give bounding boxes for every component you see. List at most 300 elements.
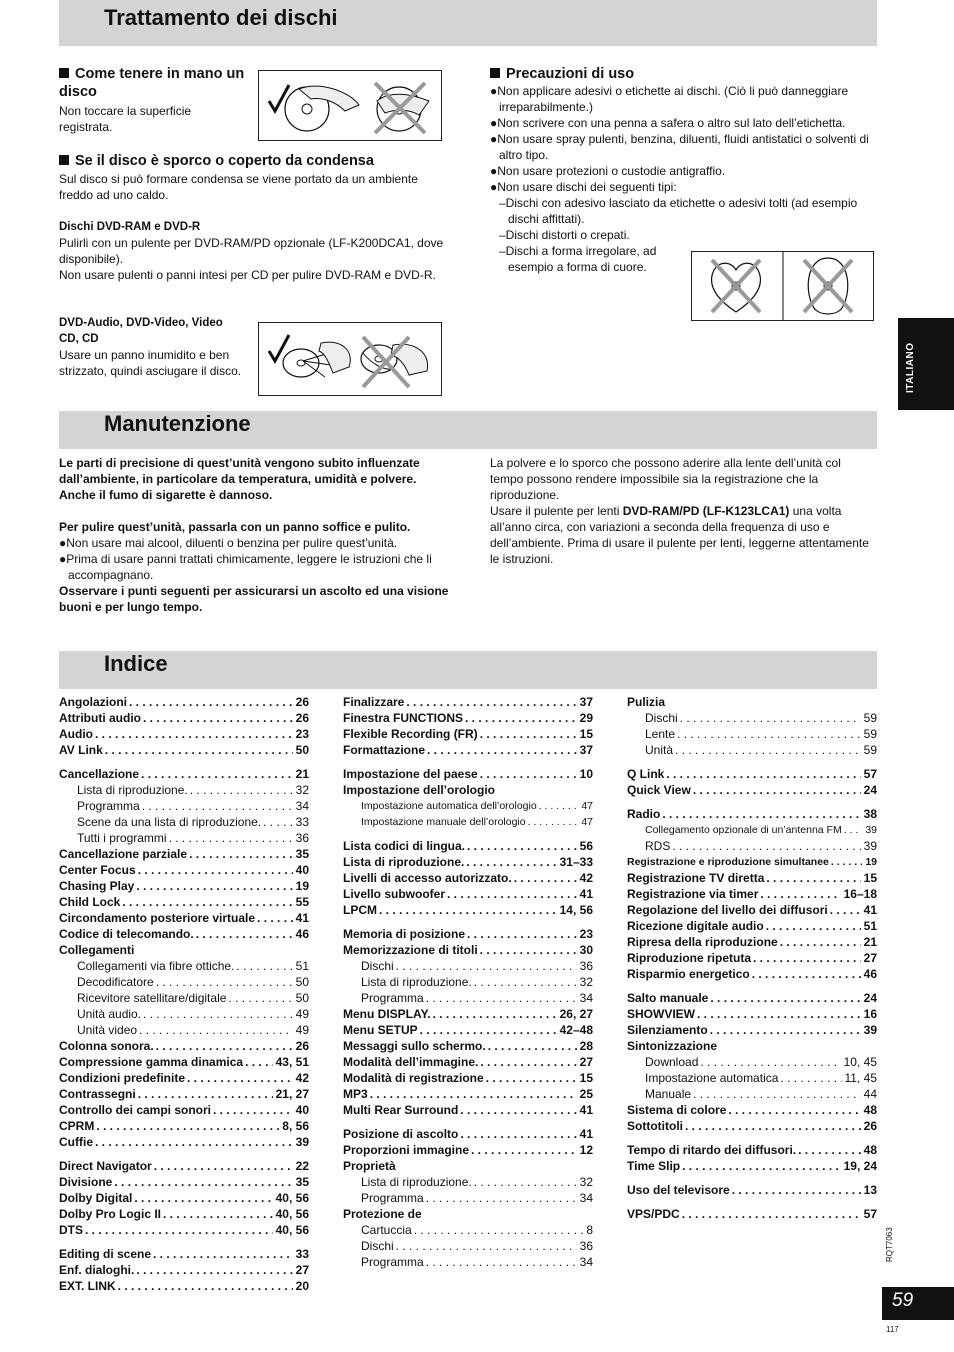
index-term: Finalizzare xyxy=(343,695,405,709)
index-entry xyxy=(627,782,877,798)
index-term: Colonna sonora. xyxy=(59,1039,154,1053)
index-leader xyxy=(486,1038,577,1054)
index-leader xyxy=(478,1054,576,1070)
index-page: 50 xyxy=(295,743,309,757)
index-term: AV Link xyxy=(59,743,103,757)
index-entry xyxy=(343,1126,593,1142)
index-entry xyxy=(59,974,309,990)
subheading-precauzioni: Precauzioni di uso xyxy=(490,65,870,83)
index-leader xyxy=(139,766,293,782)
index-page: 19, 24 xyxy=(843,1159,877,1173)
index-leader xyxy=(93,1134,293,1150)
index-page: 15 xyxy=(863,871,877,885)
index-leader xyxy=(243,1054,273,1070)
index-leader xyxy=(660,806,860,822)
index-leader xyxy=(396,1158,590,1174)
index-page: 21 xyxy=(863,935,877,949)
text-dvdram-1: Pulirli con un pulente per DVD-RAM/PD opzionale (LF-K200DCA1, dove disponibile). xyxy=(59,236,444,266)
index-gap xyxy=(627,758,877,766)
index-term: CPRM xyxy=(59,1119,95,1133)
precaution-subitem: –Dischi con adesivo lasciato da etichette o adesivi tolti (ad esempio dischi affittati). xyxy=(499,196,858,226)
manutenzione-left xyxy=(59,455,449,615)
index-term: LPCM xyxy=(343,903,377,917)
index-leader xyxy=(137,1022,293,1038)
index-page: 10, 45 xyxy=(843,1055,877,1069)
index-entry xyxy=(59,798,309,814)
index-page: 23 xyxy=(579,927,593,941)
index-term: Lista codici di lingua. xyxy=(343,839,466,853)
index-entry xyxy=(59,1022,309,1038)
index-term: Memorizzazione di titoli xyxy=(343,943,478,957)
bullet-item: ●Prima di usare panni trattati chimicamente, leggere le istruzioni che li accompagnano. xyxy=(59,552,432,582)
index-entry xyxy=(343,1006,593,1022)
index-term: Angolazioni xyxy=(59,695,127,709)
index-page: 34 xyxy=(579,991,593,1005)
index-page: 21 xyxy=(295,767,309,781)
index-leader xyxy=(103,742,293,758)
index-term: Dischi xyxy=(361,959,394,973)
index-leader xyxy=(154,1038,293,1054)
index-page: 40 xyxy=(295,1103,309,1117)
index-entry xyxy=(627,766,877,782)
index-gap xyxy=(59,1150,309,1158)
index-page: 16 xyxy=(863,1007,877,1021)
index-leader xyxy=(234,958,292,974)
index-term: Cartuccia xyxy=(361,1223,412,1237)
index-page xyxy=(874,1038,877,1054)
index-page: 28 xyxy=(579,1039,593,1053)
index-leader xyxy=(695,1006,861,1022)
index-entry xyxy=(343,1070,593,1086)
index-term: Impostazione dell’orologio xyxy=(343,783,496,797)
index-entry xyxy=(59,710,309,726)
index-page: 21, 27 xyxy=(275,1087,309,1101)
index-entry xyxy=(343,742,593,758)
index-term: Uso del televisore xyxy=(627,1183,730,1197)
index-term: Time Slip xyxy=(627,1159,681,1173)
index-term: Livello subwoofer xyxy=(343,887,446,901)
index-leader xyxy=(717,1038,874,1054)
index-term: Registrazione e riproduzione simultanee xyxy=(627,856,829,868)
index-term: Condizioni predefinite xyxy=(59,1071,185,1085)
index-term: Radio xyxy=(627,807,661,821)
paragraph-bold: Per pulire quest’unità, passarla con un panno soffice e pulito. xyxy=(59,520,411,534)
index-entry xyxy=(627,1102,877,1118)
index-page: 32 xyxy=(579,1175,593,1189)
index-leader xyxy=(673,742,861,758)
precaution-item: ●Non usare protezioni o custodie antigraffio. xyxy=(490,164,726,178)
index-entry xyxy=(59,782,309,798)
index-page: 59 xyxy=(863,743,877,757)
index-gap xyxy=(343,830,593,838)
index-leader xyxy=(116,1278,293,1294)
heading-dvdram: Dischi DVD-RAM e DVD-R xyxy=(59,221,201,233)
index-page: 35 xyxy=(295,847,309,861)
index-leader xyxy=(464,854,556,870)
index-entry xyxy=(59,862,309,878)
index-page: 40, 56 xyxy=(275,1223,309,1237)
section-title: Manutenzione xyxy=(104,411,251,436)
index-entry xyxy=(627,1022,877,1038)
section-header-manutenzione xyxy=(59,411,877,449)
index-entry xyxy=(59,1206,309,1222)
index-page: 37 xyxy=(579,743,593,757)
index-term: Formattazione xyxy=(343,743,426,757)
index-leader xyxy=(167,830,293,846)
index-leader xyxy=(678,710,861,726)
index-leader xyxy=(188,782,293,798)
index-entry xyxy=(343,1174,593,1190)
precaution-subitem: –Dischi distorti o crepati. xyxy=(499,228,630,242)
index-page: 26 xyxy=(295,1039,309,1053)
index-entry xyxy=(627,1118,877,1134)
index-entry xyxy=(59,1118,309,1134)
precaution-subitem: –Dischi a forma irregolare, ad esempio a forma di cuore. xyxy=(499,244,657,274)
index-term: Registrazione via timer xyxy=(627,887,759,901)
index-term: Sottotitoli xyxy=(627,1119,683,1133)
index-entry xyxy=(343,710,593,726)
index-page: 49 xyxy=(295,1023,309,1037)
index-leader xyxy=(842,822,863,838)
index-leader xyxy=(698,1054,840,1070)
index-page: 49 xyxy=(295,1007,309,1021)
index-column-3 xyxy=(627,694,877,1222)
index-page: 33 xyxy=(295,1247,309,1261)
index-term: Lente xyxy=(645,727,676,741)
index-page: 47 xyxy=(581,816,593,828)
index-page: 24 xyxy=(863,783,877,797)
index-page: 42 xyxy=(295,1071,309,1085)
index-entry xyxy=(59,814,309,830)
index-term: Cuffie xyxy=(59,1135,93,1149)
index-page: 11, 45 xyxy=(844,1071,877,1085)
index-term: VPS/PDC xyxy=(627,1207,680,1221)
precaution-item: ●Non usare spray pulenti, benzina, diluenti, fluidi antistatici o solventi di altro tipo. xyxy=(490,132,869,162)
index-entry xyxy=(343,1086,593,1102)
precaution-item: ●Non applicare adesivi o etichette ai dischi. (Ciò li può danneggiare irreparabilmente.) xyxy=(490,84,849,114)
index-leader xyxy=(368,1086,577,1102)
text-dvdram-2: Non usare pulenti o panni intesi per CD per pulire DVD-RAM e DVD-R. xyxy=(59,268,436,282)
index-leader xyxy=(764,870,860,886)
index-term: Multi Rear Surround xyxy=(343,1103,459,1117)
index-page: 39 xyxy=(863,839,877,853)
index-term: Regolazione del livello dei diffusori xyxy=(627,903,828,917)
index-term: Sintonizzazione xyxy=(627,1039,717,1053)
index-entry xyxy=(343,974,593,990)
index-page: 26, 27 xyxy=(559,1007,593,1021)
index-entry xyxy=(343,838,593,854)
index-term: Impostazione automatica dell’orologio xyxy=(361,800,537,812)
index-term: Quick View xyxy=(627,783,691,797)
index-page: 40, 56 xyxy=(275,1207,309,1221)
index-leader xyxy=(537,798,579,814)
index-page: 41 xyxy=(579,1103,593,1117)
index-gap xyxy=(343,918,593,926)
index-entry xyxy=(343,1054,593,1070)
index-leader xyxy=(708,1022,861,1038)
index-entry xyxy=(59,726,309,742)
index-leader xyxy=(730,1182,861,1198)
index-term: Menu DISPLAY. xyxy=(343,1007,431,1021)
index-leader xyxy=(412,1222,584,1238)
document-code: RQT7063 xyxy=(885,1227,894,1262)
index-term: Flexible Recording (FR) xyxy=(343,727,478,741)
index-term: Ricezione digitale audio xyxy=(627,919,764,933)
index-page: 48 xyxy=(863,1143,877,1157)
index-page: 33 xyxy=(295,815,309,829)
index-leader xyxy=(463,710,577,726)
index-column-1 xyxy=(59,694,309,1294)
index-leader xyxy=(778,934,861,950)
index-term: Compressione gamma dinamica xyxy=(59,1055,244,1069)
index-leader xyxy=(93,726,293,742)
index-term: Memoria di posizione xyxy=(343,927,466,941)
index-page: 26 xyxy=(295,695,309,709)
index-entry xyxy=(627,966,877,982)
index-entry xyxy=(343,1206,593,1222)
section-header-trattamento xyxy=(59,0,877,46)
index-leader xyxy=(796,1142,861,1158)
index-entry xyxy=(59,1174,309,1190)
index-term: Contrassegni xyxy=(59,1087,136,1101)
index-leader xyxy=(154,974,293,990)
index-page: 39 xyxy=(295,1135,309,1149)
index-leader xyxy=(683,1118,861,1134)
index-leader xyxy=(469,1142,577,1158)
index-leader xyxy=(226,990,292,1006)
index-term: Scene da una lista di riproduzione. xyxy=(77,815,262,829)
index-leader xyxy=(472,974,577,990)
index-page: 15 xyxy=(579,727,593,741)
index-entry xyxy=(343,726,593,742)
index-leader xyxy=(185,1070,293,1086)
index-entry xyxy=(59,1134,309,1150)
index-page: 31–33 xyxy=(559,855,593,869)
index-leader xyxy=(134,1262,292,1278)
index-page: 50 xyxy=(295,975,309,989)
index-term: Manuale xyxy=(645,1087,692,1101)
index-term: Lista di riproduzione. xyxy=(343,855,465,869)
index-term: Cancellazione parziale xyxy=(59,847,188,861)
index-entry xyxy=(343,766,593,782)
index-term: Enf. dialoghi. xyxy=(59,1263,135,1277)
index-page xyxy=(306,942,309,958)
index-leader xyxy=(778,1070,841,1086)
index-term: Impostazione del paese xyxy=(343,767,478,781)
index-term: Registrazione TV diretta xyxy=(627,871,765,885)
index-term: Editing di scene xyxy=(59,1247,152,1261)
index-term: Pulizia xyxy=(627,695,666,709)
index-term: Unità audio. xyxy=(77,1007,142,1021)
index-page: 55 xyxy=(295,895,309,909)
index-term: SHOWVIEW xyxy=(627,1007,695,1021)
index-entry xyxy=(59,1086,309,1102)
index-entry xyxy=(59,878,309,894)
index-leader xyxy=(136,1086,273,1102)
index-page: 16–18 xyxy=(843,887,877,901)
index-gap xyxy=(343,758,593,766)
index-page: 39 xyxy=(863,1023,877,1037)
index-leader xyxy=(140,798,293,814)
index-leader xyxy=(512,870,577,886)
index-term: Q Link xyxy=(627,767,665,781)
index-page: 47 xyxy=(581,800,593,812)
index-entry xyxy=(343,1142,593,1158)
index-entry xyxy=(343,814,593,830)
index-entry xyxy=(627,1182,877,1198)
index-leader xyxy=(478,942,577,958)
text-sporco: Sul disco si può formare condensa se viene portato da un ambiente freddo ad uno caldo. xyxy=(59,172,418,202)
index-entry xyxy=(343,990,593,1006)
index-entry xyxy=(59,1102,309,1118)
index-page: 25 xyxy=(579,1087,593,1101)
index-page: 30 xyxy=(579,943,593,957)
index-term: Posizione di ascolto xyxy=(343,1127,459,1141)
index-gap xyxy=(627,1198,877,1206)
index-page: 36 xyxy=(579,959,593,973)
index-term: MP3 xyxy=(343,1087,368,1101)
paragraph: Usare il pulente per lenti DVD-RAM/PD (LF-K123LCA1) una volta all’anno circa, con variazioni a seconda della frequenza di uso e dell’ambiente. Prima di usare il pulente per lenti, leggerne attentamente le istruzioni. xyxy=(490,504,869,566)
index-entry xyxy=(627,1206,877,1222)
index-entry xyxy=(343,798,593,814)
index-term: Protezione de xyxy=(343,1207,422,1221)
index-leader xyxy=(134,942,306,958)
index-page: 29 xyxy=(579,711,593,725)
index-entry xyxy=(343,1038,593,1054)
index-entry xyxy=(627,934,877,950)
section-title: Indice xyxy=(104,651,168,676)
index-leader xyxy=(478,766,577,782)
index-entry xyxy=(627,1006,877,1022)
index-page: 41 xyxy=(295,911,309,925)
index-entry xyxy=(59,830,309,846)
index-entry xyxy=(59,1070,309,1086)
index-page: 38 xyxy=(863,807,877,821)
index-page: 27 xyxy=(863,951,877,965)
index-entry xyxy=(343,1222,593,1238)
index-term: Unità video xyxy=(77,1023,138,1037)
index-entry xyxy=(627,726,877,742)
index-page: 51 xyxy=(295,959,309,973)
index-entry xyxy=(59,990,309,1006)
index-entry xyxy=(343,782,593,798)
index-page: 42 xyxy=(579,871,593,885)
index-leader xyxy=(484,1070,577,1086)
index-leader xyxy=(394,958,577,974)
index-leader xyxy=(670,838,860,854)
index-page: 27 xyxy=(579,1055,593,1069)
index-entry xyxy=(59,1222,309,1238)
section-header-indice xyxy=(59,651,877,689)
index-page: 19 xyxy=(295,879,309,893)
index-term: Dischi xyxy=(645,711,678,725)
index-page: 43, 51 xyxy=(275,1055,309,1069)
index-leader xyxy=(708,990,860,1006)
index-page: 44 xyxy=(863,1087,877,1101)
index-page: 20 xyxy=(295,1279,309,1293)
index-term: Modalità di registrazione xyxy=(343,1071,484,1085)
index-term: Riproduzione ripetuta xyxy=(627,951,751,965)
index-page: 57 xyxy=(863,767,877,781)
index-entry xyxy=(343,942,593,958)
index-term: Collegamenti via fibre ottiche. xyxy=(77,959,235,973)
index-entry xyxy=(59,694,309,710)
index-leader xyxy=(132,1190,272,1206)
disc-cleaning-illustration xyxy=(258,322,442,396)
index-entry xyxy=(59,1278,309,1294)
index-term: Codice di telecomando. xyxy=(59,927,194,941)
page-number: 59 xyxy=(882,1287,954,1320)
index-entry xyxy=(59,742,309,758)
index-term: Silenziamento xyxy=(627,1023,708,1037)
index-term: Cancellazione xyxy=(59,767,140,781)
index-term: Center Focus xyxy=(59,863,136,877)
index-entry xyxy=(59,1158,309,1174)
index-page: 59 xyxy=(863,711,877,725)
index-term: Child Lock xyxy=(59,895,121,909)
index-leader xyxy=(691,782,861,798)
index-entry xyxy=(627,918,877,934)
index-leader xyxy=(424,990,577,1006)
index-term: Risparmio energetico xyxy=(627,967,750,981)
index-term: Unità xyxy=(645,743,674,757)
index-entry xyxy=(627,990,877,1006)
index-term: Tutti i programmi xyxy=(77,831,167,845)
index-page: 40 xyxy=(295,863,309,877)
index-gap xyxy=(59,1238,309,1246)
index-entry xyxy=(59,1190,309,1206)
index-term: Ricevitore satellitare/digitale xyxy=(77,991,227,1005)
index-page: 35 xyxy=(295,1175,309,1189)
index-entry xyxy=(59,910,309,926)
index-entry xyxy=(59,1006,309,1022)
index-leader xyxy=(680,1206,861,1222)
index-entry xyxy=(59,958,309,974)
index-leader xyxy=(465,838,577,854)
index-leader xyxy=(675,726,861,742)
index-term: RDS xyxy=(645,839,671,853)
index-entry xyxy=(343,902,593,918)
index-entry xyxy=(343,1102,593,1118)
subheading-come-tenere: Come tenere in mano un disco xyxy=(59,66,245,100)
index-page: 26 xyxy=(295,711,309,725)
square-bullet-icon xyxy=(490,68,500,78)
index-page: 8 xyxy=(586,1223,593,1237)
index-entry xyxy=(59,846,309,862)
index-term: Lista di riproduzione. xyxy=(361,1175,472,1189)
index-page: 34 xyxy=(295,799,309,813)
index-page: 19 xyxy=(865,856,877,868)
index-term: Finestra FUNCTIONS xyxy=(343,711,464,725)
index-term: Sistema di colore xyxy=(627,1103,727,1117)
index-leader xyxy=(665,694,874,710)
index-entry xyxy=(343,854,593,870)
index-leader xyxy=(425,742,577,758)
index-page: 41 xyxy=(579,887,593,901)
index-page: 12 xyxy=(579,1143,593,1157)
index-page: 42–48 xyxy=(559,1023,593,1037)
index-term: Programma xyxy=(361,991,424,1005)
index-leader xyxy=(680,1158,840,1174)
index-leader xyxy=(495,782,590,798)
index-leader xyxy=(187,846,293,862)
index-leader xyxy=(458,1126,576,1142)
index-entry xyxy=(343,1190,593,1206)
section-title: Trattamento dei dischi xyxy=(104,5,338,30)
index-page: 57 xyxy=(863,1207,877,1221)
index-gap xyxy=(627,798,877,806)
index-leader xyxy=(112,1174,292,1190)
